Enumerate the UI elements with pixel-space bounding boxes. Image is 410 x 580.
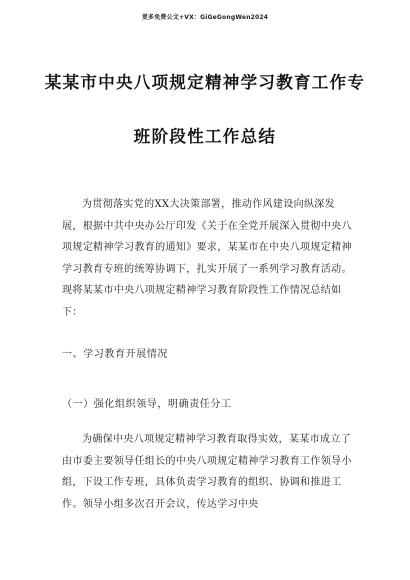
- subsection-heading: （一）强化组织领导，明确责任分工: [62, 399, 232, 410]
- section-heading: 一、学习教育开展情况: [62, 349, 168, 360]
- header-note: 更多免费公文+VX：GiGeGongWen2024: [141, 14, 269, 21]
- intro-paragraph: 为贯彻落实党的XX大决策部署，推动作风建设向纵深发展，根据中共中央办公厅印发《关于在全党开展深入贯彻中央八项规定精神学习教育的通知》要求，某某市在中央八项规定精神学习教育专班的统筹协调下，扎实开展了一系列学习教育活动。现将某某市中央八项规定精神学习教育阶段性工作情况总结如下：: [62, 199, 352, 318]
- body-paragraph: 为确保中央八项规定精神学习教育取得实效，某某市成立了由市委主要领导任组长的中央八项规定精神学习教育工作领导小组，下设工作专班，具体负责学习教育的组织、协调和推进工作。领导小组多次召开会议，传达学习中央: [62, 434, 352, 510]
- document-title-line-2: 班阶段性工作总结: [133, 127, 277, 146]
- document-title-line-1: 某某市中央八项规定精神学习教育工作专: [44, 73, 366, 92]
